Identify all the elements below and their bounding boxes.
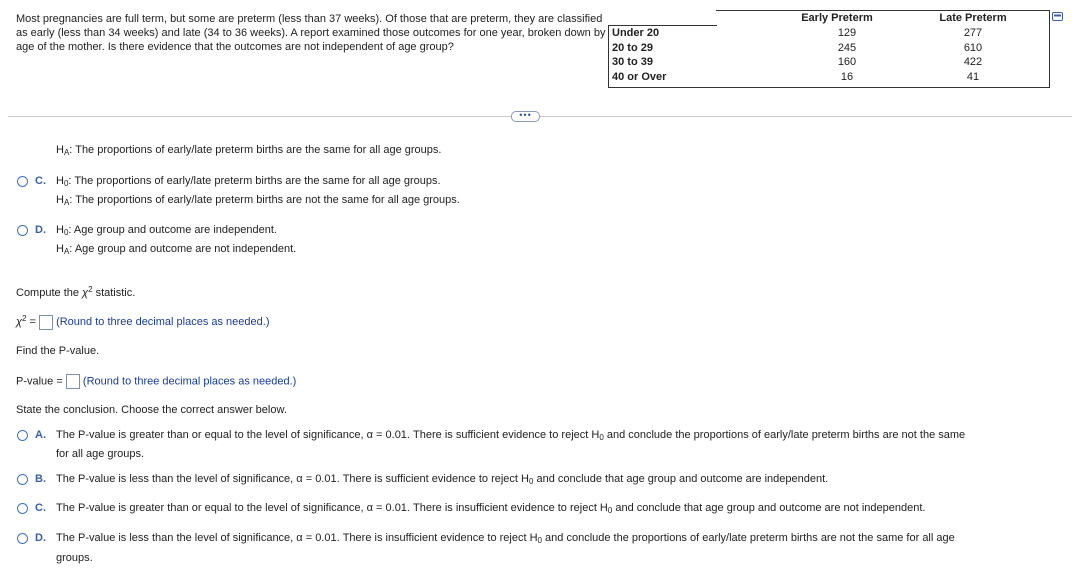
hypothesis-option-d-radio[interactable]	[17, 225, 28, 236]
table-row-labels	[608, 25, 717, 88]
conclusion-option-a-radio[interactable]	[17, 430, 28, 441]
option-d-h0: $H_0$: Age group and outcome are independent.	[56, 224, 277, 237]
conclusion-prompt: State the conclusion. Choose the correct answer below.	[16, 404, 287, 416]
hypothesis-option-c-radio[interactable]	[17, 176, 28, 187]
early-values-column	[792, 26, 902, 84]
table-cell: 16	[840, 70, 854, 83]
hypothesis-option-c-letter: C.	[35, 175, 46, 187]
chi-round-hint: (Round to three decimal places as needed.)	[56, 316, 270, 328]
conclusion-option-c-radio[interactable]	[17, 503, 28, 514]
conclusion-option-a-cont: for all age groups.	[56, 448, 145, 460]
chi-square-input[interactable]	[39, 315, 53, 330]
find-pvalue-label: Find the P-value.	[16, 345, 100, 357]
table-cell: 245	[837, 41, 857, 54]
chi-answer-row: $\chi^2$ = (Round to three decimal places as needed.)	[16, 314, 270, 328]
conclusion-option-a-text[interactable]: The P-value is greater than or equal to the level of significance, α = 0.01. There is sufficient evidence to reject $H_0$ and conclude the proportions of early/late preterm births are not the same	[56, 429, 966, 442]
hypothesis-option-d-letter: D.	[35, 224, 46, 236]
table-cell: 129	[837, 27, 857, 39]
pvalue-label: P-value =	[16, 375, 63, 388]
late-values-column	[918, 26, 1028, 84]
conclusion-option-c-text[interactable]: The P-value is greater than or equal to the level of significance, α = 0.01. There is insufficient evidence to reject $H_0$ and conclude that age group and outcome are not independent.	[56, 502, 926, 515]
pvalue-round-hint: (Round to three decimal places as needed.)	[82, 375, 297, 388]
compute-chi-label: Compute the $\chi^2$ statistic.	[16, 285, 136, 299]
table-cell: 277	[963, 27, 983, 39]
option-d-ha: $H_A$: Age group and outcome are not independent.	[56, 243, 297, 256]
pvalue-answer-row	[16, 374, 296, 389]
conclusion-option-d-radio[interactable]	[17, 533, 28, 544]
table-cell: 610	[963, 41, 983, 54]
column-header-late: Late Preterm	[939, 12, 1007, 24]
conclusion-option-b-radio[interactable]	[17, 474, 28, 485]
row-label: Under 20	[612, 27, 660, 39]
conclusion-option-d-text[interactable]: The P-value is less than the level of significance, α = 0.01. There is insufficient evidence to reject $H_0$ and conclude the proportions of early/late preterm births are not the same for all age	[56, 532, 955, 545]
table-cell: 41	[966, 70, 980, 83]
option-c-ha: $H_A$: The proportions of early/late preterm births are not the same for all age groups.	[56, 194, 460, 207]
conclusion-option-a-letter: A.	[35, 429, 46, 441]
table-cell: 422	[963, 56, 983, 69]
pvalue-input[interactable]	[66, 374, 80, 389]
expand-more-button[interactable]: •••	[511, 111, 540, 122]
option-b-ha: $H_A$: The proportions of early/late preterm births are the same for all age groups.	[56, 144, 442, 157]
table-cell: 160	[837, 56, 857, 69]
row-label: 40 or Over	[612, 70, 667, 83]
conclusion-option-d-letter: D.	[35, 532, 46, 544]
section-divider	[8, 116, 1072, 117]
conclusion-option-c-letter: C.	[35, 502, 46, 514]
row-label: 20 to 29	[612, 41, 653, 54]
copy-data-icon[interactable]	[1052, 12, 1063, 21]
row-label: 30 to 39	[612, 56, 653, 69]
column-header-early: Early Preterm	[801, 12, 873, 24]
conclusion-option-b-letter: B.	[35, 473, 46, 485]
option-c-h0: $H_0$: The proportions of early/late preterm births are the same for all age groups.	[56, 175, 441, 188]
conclusion-option-b-text[interactable]: The P-value is less than the level of significance, α = 0.01. There is sufficient evidence to reject $H_0$ and conclude that age group and outcome are independent.	[56, 473, 829, 486]
question-intro: Most pregnancies are full term, but some are preterm (less than 37 weeks). Of those that are preterm, they are classified as early (less than 34 weeks) and late (34 to 36 weeks). A report examined those outcomes for one year, broken down by age of the mother. Is there evidence that the outcomes are not independent of age group?	[16, 13, 606, 54]
conclusion-option-d-cont: groups.	[56, 552, 93, 564]
